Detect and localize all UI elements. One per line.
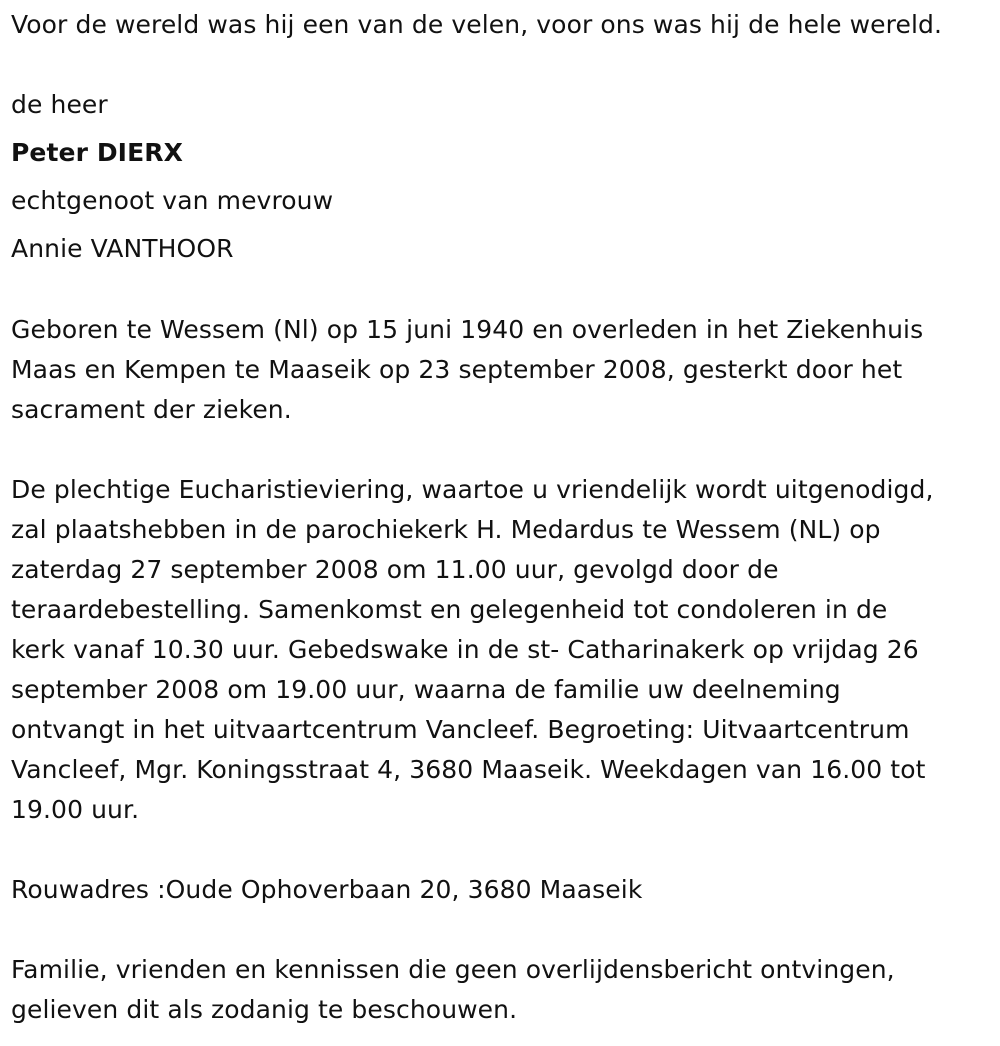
title-prefix: de heer (11, 90, 108, 119)
paragraph-line: september 2008 om 19.00 uur, waarna de familie uw deelneming (11, 675, 841, 704)
paragraph-line: zal plaatshebben in de parochiekerk H. Medardus te Wessem (NL) op (11, 515, 881, 544)
paragraph-line: Geboren te Wessem (Nl) op 15 juni 1940 en overleden in het Ziekenhuis (11, 315, 924, 344)
paragraph-line: Maas en Kempen te Maaseik op 23 september 2008, gesterkt door het (11, 355, 903, 384)
paragraph-line: De plechtige Eucharistieviering, waartoe u vriendelijk wordt uitgenodigd, (11, 475, 934, 504)
closing-paragraph (11, 950, 996, 1030)
paragraph-line: ontvangt in het uitvaartcentrum Vancleef. Begroeting: Uitvaartcentrum (11, 715, 910, 744)
paragraph-line: Familie, vrienden en kennissen die geen overlijdensbericht ontvingen, (11, 955, 895, 984)
mourning-address: Rouwadres :Oude Ophoverbaan 20, 3680 Maaseik (11, 875, 643, 904)
paragraph-line: 19.00 uur. (11, 795, 140, 824)
spouse-name: Annie VANTHOOR (11, 234, 234, 263)
paragraph-line: zaterdag 27 september 2008 om 11.00 uur, gevolgd door de (11, 555, 779, 584)
mourning-address-paragraph (11, 870, 996, 910)
paragraph-line: gelieven dit als zodanig te beschouwen. (11, 995, 518, 1024)
motto-text: Voor de wereld was hij een van de velen, voor ons was hij de hele wereld. (11, 10, 943, 39)
spouse-relation: echtgenoot van mevrouw (11, 186, 334, 215)
paragraph-line: Vancleef, Mgr. Koningsstraat 4, 3680 Maaseik. Weekdagen van 16.00 tot (11, 755, 926, 784)
birth-death-paragraph (11, 310, 996, 430)
deceased-name: Peter DIERX (11, 138, 183, 167)
paragraph-line: sacrament der zieken. (11, 395, 292, 424)
paragraph-line: kerk vanaf 10.30 uur. Gebedswake in de st- Catharinakerk op vrijdag 26 (11, 635, 919, 664)
ceremony-paragraph (11, 470, 996, 830)
paragraph-line: teraardebestelling. Samenkomst en gelegenheid tot condoleren in de (11, 595, 888, 624)
